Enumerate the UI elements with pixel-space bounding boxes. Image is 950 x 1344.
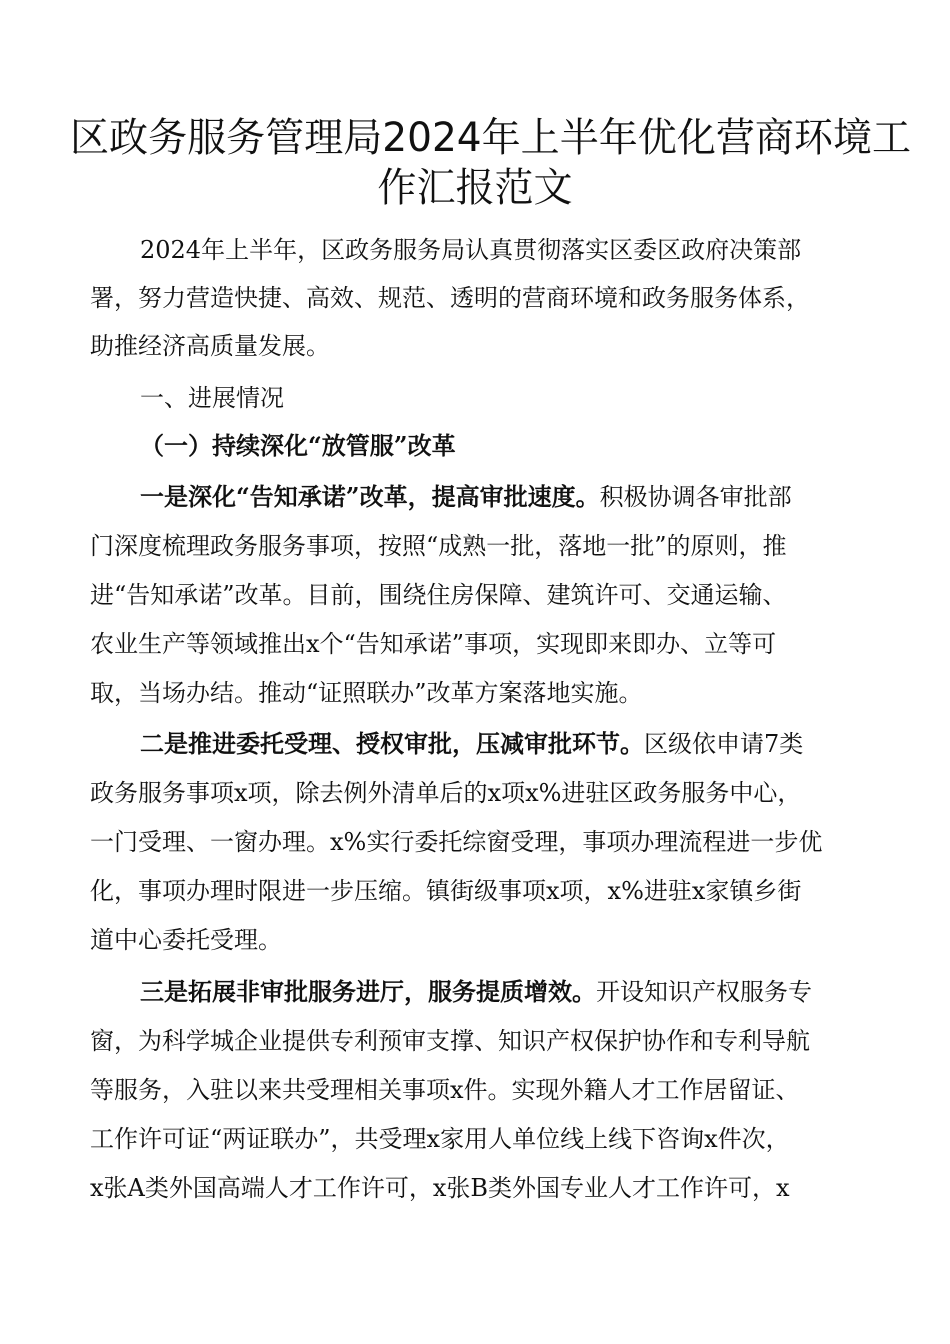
- para3-first-rest: 开设知识产权服务专: [596, 978, 812, 1006]
- document-title-line-2: 作汇报范文: [377, 165, 573, 211]
- para1-line-3: 进“告知承诺”改革。目前，围绕住房保障、建筑许可、交通运输、: [90, 581, 787, 609]
- para3-line-4: 工作许可证“两证联办”，共受理x家用人单位线上线下咨询x件次，: [90, 1125, 790, 1153]
- intro-line-2: 署，努力营造快捷、高效、规范、透明的营商环境和政务服务体系，: [90, 284, 810, 312]
- intro-line-1: 2024年上半年，区政务服务局认真贯彻落实区委区政府决策部: [140, 236, 802, 264]
- para2-line-3: 一门受理、一窗办理。x%实行委托综窗受理，事项办理流程进一步优: [90, 828, 823, 856]
- para1-line-5: 取，当场办结。推动“证照联办”改革方案落地实施。: [90, 679, 643, 707]
- para1-line-2: 门深度梳理政务服务事项，按照“成熟一批，落地一批”的原则，推: [90, 532, 787, 560]
- para1-first-rest: 积极协调各审批部: [599, 483, 792, 511]
- para1-lead: 一是深化“告知承诺”改革，提高审批速度。: [140, 482, 600, 511]
- intro-line-3: 助推经济高质量发展。: [90, 332, 330, 360]
- para2-line-1: [140, 728, 803, 760]
- para3-lead: 三是拓展非审批服务进厅，服务提质增效。: [140, 977, 596, 1006]
- para1-line-1: [140, 481, 792, 513]
- document-title-line-1: 区政务服务管理局2024年上半年优化营商环境工: [70, 115, 912, 161]
- para2-line-5: 道中心委托受理。: [90, 926, 282, 954]
- para2-lead: 二是推进委托受理、授权审批，压减审批环节。: [140, 729, 644, 758]
- section-heading: 一、进展情况: [140, 384, 284, 412]
- para3-line-3: 等服务，入驻以来共受理相关事项x件。实现外籍人才工作居留证、: [90, 1076, 800, 1104]
- para2-first-rest: 区级依申请7类: [644, 730, 804, 758]
- para3-line-2: 窗，为科学城企业提供专利预审支撑、知识产权保护协作和专利导航: [90, 1027, 810, 1055]
- para2-line-4: 化，事项办理时限进一步压缩。镇街级事项x项，x%进驻x家镇乡街: [90, 877, 802, 905]
- para3-line-5: x张A类外国高端人才工作许可，x张B类外国专业人才工作许可，x: [90, 1174, 790, 1202]
- para3-line-1: [140, 976, 812, 1008]
- para2-line-2: 政务服务事项x项，除去例外清单后的x项x%进驻区政务服务中心，: [90, 779, 802, 807]
- subsection-heading: （一）持续深化“放管服”改革: [140, 431, 456, 460]
- para1-line-4: 农业生产等领域推出x个“告知承诺”事项，实现即来即办、立等可: [90, 630, 777, 658]
